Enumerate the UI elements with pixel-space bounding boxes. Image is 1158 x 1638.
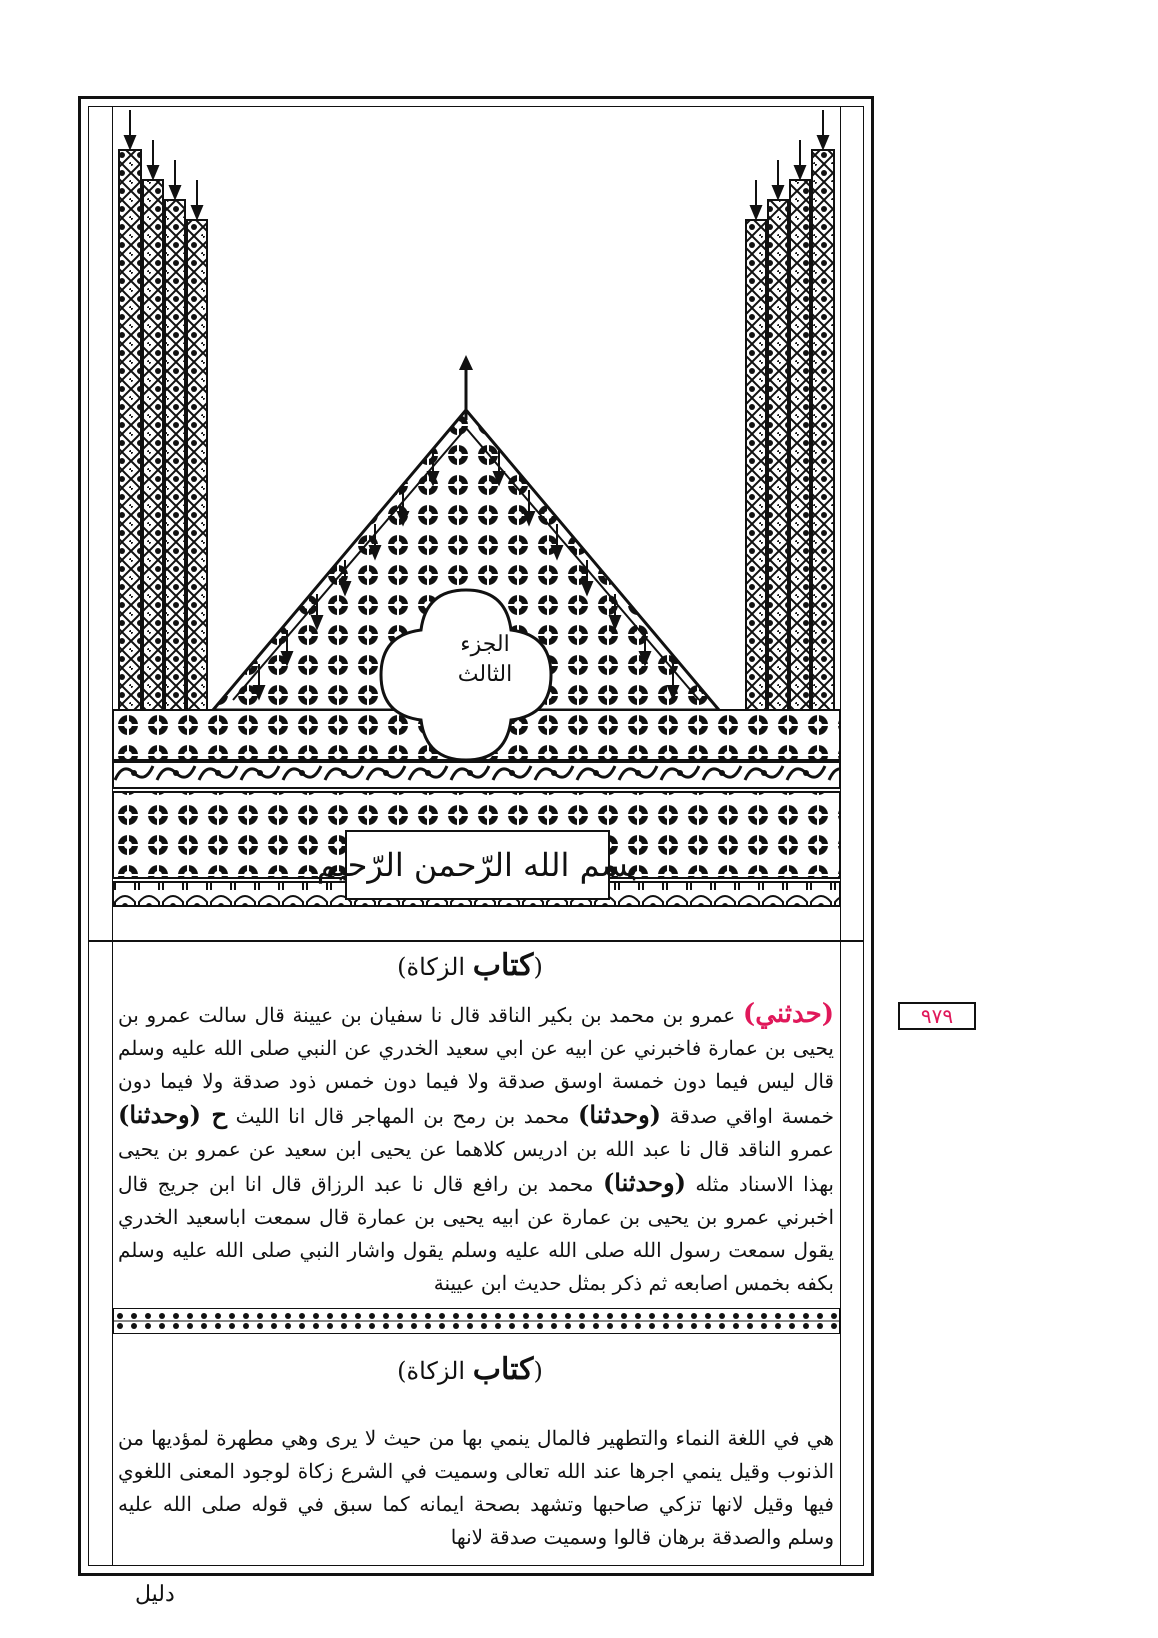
section2-heading: (كتاب الزكاة) xyxy=(397,1352,543,1387)
section1-paragraph xyxy=(118,998,834,1300)
catchword: دليل xyxy=(135,1582,175,1607)
section2-text xyxy=(118,1422,834,1554)
hadith-text-run: محمد بن رافع قال نا عبد الرزاق قال انا ابن جريج قال اخبرني عمرو بن يحيى بن عمارة عن ابيه يحيى بن عمارة قال سمعت اباسعيد الخدري يقول سمعت رسول الله صلى الله عليه وسلم يقول واشار النبي صلى الله عليه وسلم بكفه بخمس اصابعه ثم ذكر بمثل حديث ابن عيينة xyxy=(118,1172,834,1295)
section1-text xyxy=(118,998,834,1300)
right-frame-rule xyxy=(840,106,841,1566)
basmala-panel xyxy=(316,830,639,900)
decorative-divider-strip xyxy=(113,1308,840,1334)
hadith-keyword: ح (وحدثنا) xyxy=(118,1100,228,1129)
volume-label-line1: الجزء xyxy=(460,632,510,657)
section2-paragraph: هي في اللغة النماء والتطهير فالمال ينمي بها من حيث لا يرى وهي مطهرة لمؤديها من الذنوب وقيل ينمي اجرها عند الله تعالى وسميت في الشرع زكاة لوجود المعنى اللغوي فيها وقيل لانها تزكي صاحبها وتشهد بصحة ايمانه كما سبق في قوله صلى الله عليه وسلم والصدقة برهان قالوا وسميت صدقة لانها xyxy=(118,1426,834,1549)
section2-heading-word: كتاب xyxy=(472,1352,534,1387)
header-bottom-rule xyxy=(88,940,864,942)
section1-heading-rest: الزكاة xyxy=(406,953,466,981)
hadith-text-run: عمرو الناقد قال نا عبد الله بن ادريس كلاهما عن يحيى ابن سعيد عن عمرو بن يحيى بهذا الاسناد مثله xyxy=(118,1137,834,1196)
section1-heading: (كتاب الزكاة) xyxy=(397,948,543,983)
volume-label-line2: الثالث xyxy=(457,662,513,687)
hadith-keyword: (وحدثنا) xyxy=(602,1168,686,1197)
headpiece-ornament xyxy=(113,110,840,940)
hadith-number-box xyxy=(898,1002,976,1030)
section1-heading-word: كتاب xyxy=(472,948,534,983)
hadith-number: ٩٧٩ xyxy=(920,1004,954,1028)
basmala: بسم الله الرّحمن الرّحيم xyxy=(316,846,639,884)
hadith-text-run: محمد بن رمح بن المهاجر قال انا الليث xyxy=(227,1104,579,1128)
volume-label xyxy=(430,630,540,690)
section2-heading-rest: الزكاة xyxy=(406,1357,466,1385)
hadith-text-run: عمرو بن محمد بن بكير الناقد قال نا سفيان بن عيينة قال سالت عمرو بن يحيى بن عمارة فاخبرني عن ابيه عن ابي سعيد الخدري عن النبي صلى الله عليه وسلم قال ليس فيما دون خمسة اوسق صدقة ولا فيما دون خمس ذود صدقة ولا فيما دون خمسة اواقي صدقة xyxy=(118,1003,834,1128)
hadith-keyword: (وحدثنا) xyxy=(578,1100,662,1129)
hadith-keyword: (حدثني) xyxy=(742,999,834,1029)
